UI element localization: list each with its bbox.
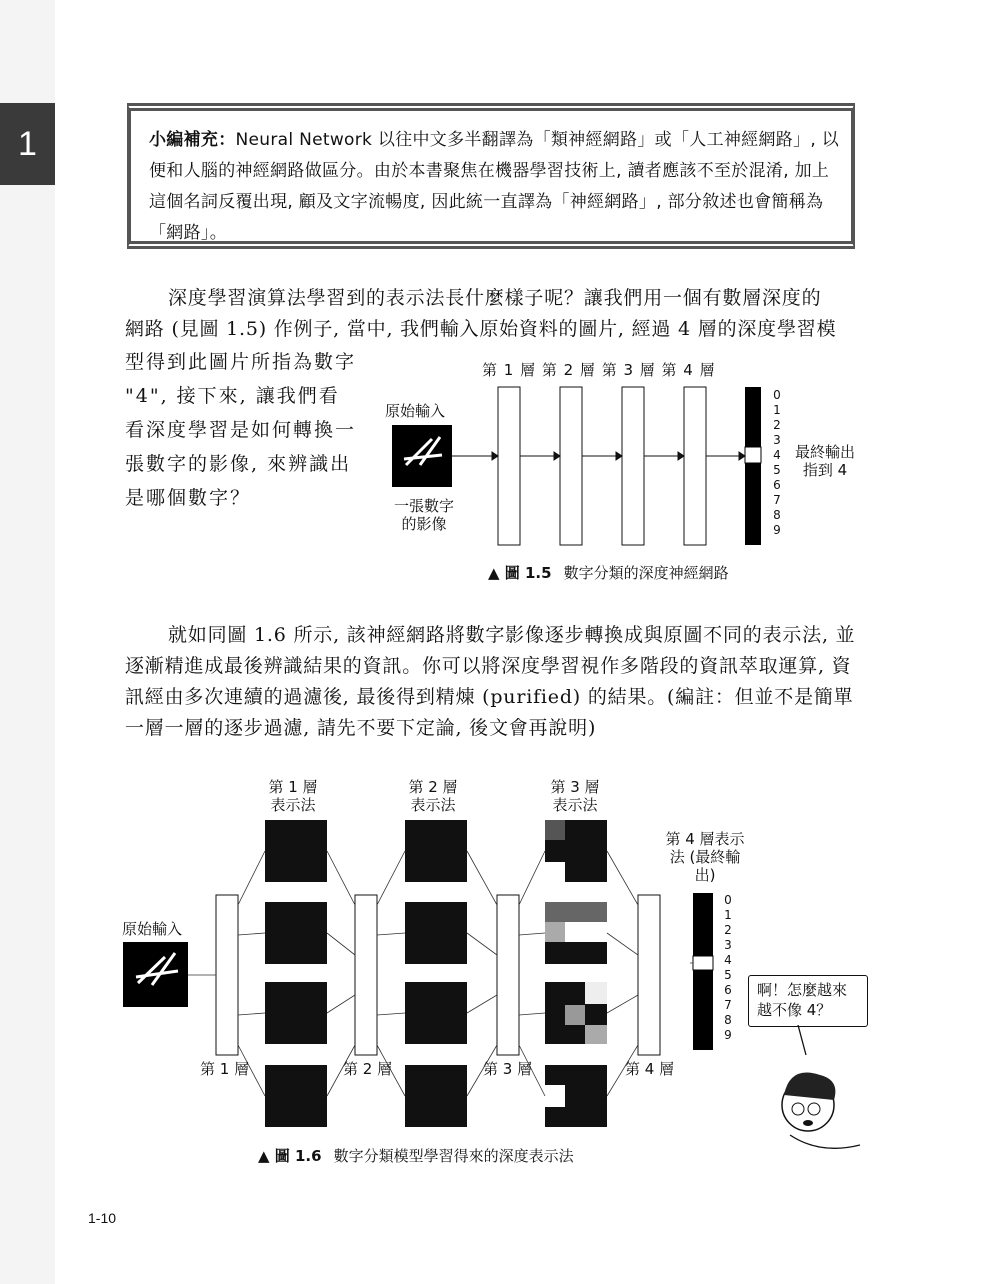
para1-line2: 網路 (見圖 1.5) 作例子, 當中, 我們輸入原始資料的圖片, 經過 4 層的深度學習模 [125, 318, 837, 340]
fig16-layer4-label: 第 4 層 [625, 1060, 675, 1078]
chapter-tab: 1 [0, 103, 55, 185]
fig15-caption: ▲ 圖 1.5 數字分類的深度神經網路 [488, 564, 729, 582]
para1-line1: 深度學習演算法學習到的表示法長什麼樣子呢？讓我們用一個有數層深度的 [168, 287, 822, 309]
layer4-box [684, 387, 706, 545]
fig15-image-label: 一張數字的影像 [393, 497, 454, 533]
fig16-rep1-label: 第 1 層表示法 [268, 778, 318, 814]
rep3-column [545, 820, 607, 1127]
fig15-input-label: 原始輸入 [385, 402, 446, 420]
fig16-layer2-label: 第 2 層 [343, 1060, 393, 1078]
note-title: 小編補充： [149, 130, 236, 150]
connection-lines [188, 851, 638, 1096]
fig16-rep3-label: 第 3 層表示法 [550, 778, 600, 814]
speech-bubble: 啊！怎麼越來越不像 4？ [748, 975, 868, 1027]
fig15-layer-labels: 第 1 層 第 2 層 第 3 層 第 4 層 [482, 361, 716, 379]
editor-note-box [127, 103, 855, 249]
page-number: 1-10 [88, 1210, 117, 1226]
fig15-digit-list: 0 1 2 3 4 5 6 7 8 9 [773, 388, 781, 537]
fig16-caption: ▲ 圖 1.6 數字分類模型學習得來的深度表示法 [258, 1147, 574, 1165]
rep2-column [405, 820, 467, 1127]
layer1-box [498, 387, 520, 545]
output-bar [745, 387, 761, 545]
fig15-output-label: 最終輸出指到 4 [794, 443, 855, 479]
fig16-layer1-label: 第 1 層 [200, 1060, 250, 1078]
para1-side-text: 型得到此圖片所指為數字 "4", 接下來, 讓我們看看深度學習是如何轉換一張數字的影像, 來辨識出是哪個數字？ [125, 351, 357, 509]
fig16-layer3-label: 第 3 層 [483, 1060, 533, 1078]
fig16-layer2-box [355, 895, 377, 1055]
fig16-rep2-label: 第 2 層表示法 [408, 778, 458, 814]
layer3-box [622, 387, 644, 545]
fig16-layer3-box [497, 895, 519, 1055]
output-highlight [745, 447, 761, 463]
layer2-box [560, 387, 582, 545]
fig16-digit-list: 0 1 2 3 4 5 6 7 8 9 [724, 893, 732, 1042]
rep1-column [265, 820, 327, 1127]
cartoon-character [770, 1025, 870, 1165]
para2: 就如同圖 1.6 所示, 該神經網路將數字影像逐步轉換成與原圖不同的表示法, 並逐漸精進成最後辨識結果的資訊。你可以將深度學習視作多階段的資訊萃取運算, 資訊經由多次連續的過濾後, 最後得到精煉 (purified) 的結果。(編註：但並不是簡單一層一層的逐步過濾, 請先不要下定論, 後文會再說明) [125, 624, 856, 739]
note-body: Neural Network 以往中文多半翻譯為「類神經網路」或「人工神經網路」, 以便和人腦的神經網路做區分。由於本書聚焦在機器學習技術上, 讀者應該不至於混淆, 加上這個名詞反覆出現, 顧及文字流暢度, 因此統一直譯為「神經網路」, 部分敘述也會簡稱為「網路」。 [149, 130, 840, 243]
fig16-rep4-label: 第 4 層表示法 (最終輸出) [665, 830, 745, 884]
fig16-input-label: 原始輸入 [122, 920, 183, 938]
editor-note-text [149, 125, 841, 249]
fig16-layer1-box [216, 895, 238, 1055]
fig16-layer4-box [638, 895, 660, 1055]
figure-1-6 [120, 815, 680, 1135]
